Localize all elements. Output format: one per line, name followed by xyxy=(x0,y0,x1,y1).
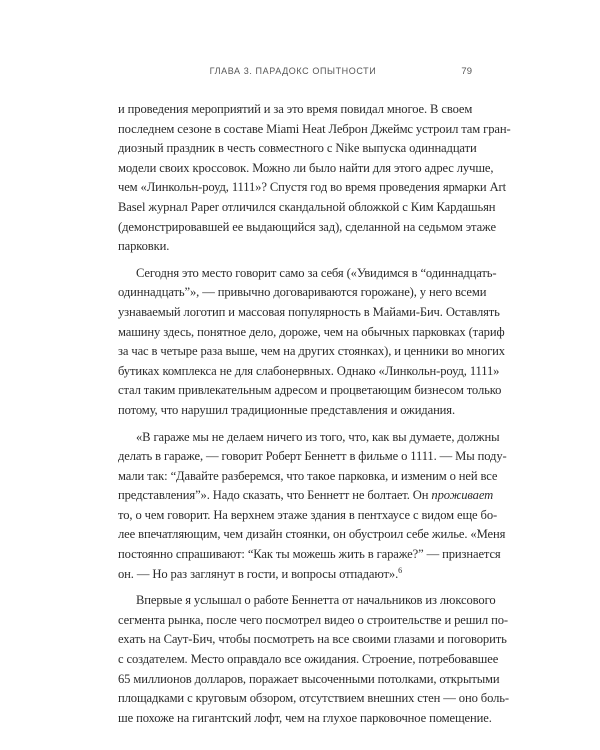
text-line: лее впечатляющим, чем дизайн стоянки, он обустроил себе жилье. «Меня xyxy=(118,527,506,542)
text-line xyxy=(118,486,494,506)
text-line: делать в гараже, — говорит Роберт Беннетт в фильме о 1111. — Мы поду- xyxy=(118,449,507,464)
text-segment: представления”». Надо сказать, что Беннетт не болтает. Он xyxy=(118,488,429,503)
text-line: «В гараже мы не делаем ничего из того, что, как вы думаете, должны xyxy=(136,429,500,444)
text-line xyxy=(118,565,472,585)
text-line: то, о чем говорит. На верхнем этаже здания в пентхаусе с видом еще бо- xyxy=(118,507,498,522)
text-line: Впервые я услышал о работе Беннетта от начальников из люксового xyxy=(136,593,496,608)
italic-word: проживает xyxy=(431,488,494,503)
text-line: мали так: “Давайте разберемся, что такое парковка, и изменим о ней все xyxy=(118,468,498,483)
text-line: стал таким привлекательным адресом и процветающим бизнесом только xyxy=(118,383,502,398)
text-segment: он. — Но раз заглянут в гости, и вопросы отпадают». xyxy=(118,566,399,581)
text-line: и проведения мероприятий и за это время повидал многое. В своем xyxy=(118,102,473,116)
text-line: диозный праздник в честь совместного с Nike выпуска одиннадцати xyxy=(118,141,477,156)
text-line: сегмента рынка, после чего посмотрел видео о строительстве и решил по- xyxy=(118,612,508,627)
text-line: машину здесь, понятное дело, дороже, чем на обычных парковках (тариф xyxy=(118,324,505,339)
page-number: 79 xyxy=(461,66,472,77)
text-line: узнаваемый логотип и массовая популярность в Майами-Бич. Оставлять xyxy=(118,304,500,319)
paragraph-4 xyxy=(118,591,509,728)
text-line: площадками с круговым обзором, отсутствием внешних стен — оно боль- xyxy=(118,691,509,706)
body-text xyxy=(118,100,511,735)
text-line: модели своих кроссовок. Можно ли было найти для этого адрес лучше, xyxy=(118,160,494,175)
text-line: парковки. xyxy=(118,239,170,254)
text-line: Basel журнал Paper отличился скандальной обложкой с Ким Кардашьян xyxy=(118,199,496,214)
paragraph-2 xyxy=(118,264,505,421)
paragraph-1 xyxy=(118,100,511,257)
text-line: с создателем. Место оправдало все ожидания. Строение, потребовавшее xyxy=(118,652,499,667)
paragraph-3 xyxy=(118,428,507,585)
text-line: 65 миллионов долларов, поражает высоченными потолками, открытыми xyxy=(118,671,500,686)
text-line: ше похоже на гигантский лофт, чем на глухое парковочное помещение. xyxy=(118,710,492,725)
running-head: ГЛАВА 3. ПАРАДОКС ОПЫТНОСТИ xyxy=(209,66,377,76)
text-line: за час в четыре раза выше, чем на других стоянках), и ценники во многих xyxy=(118,344,505,359)
text-line: чем «Линкольн-роуд, 1111»? Спустя год во время проведения ярмарки Art xyxy=(118,180,506,195)
text-line: потому, что нарушил традиционные представления и ожидания. xyxy=(118,402,456,417)
text-line: постоянно спрашивают: “Как ты можешь жить в гараже?” — признается xyxy=(118,547,501,562)
text-line: ехать на Саут-Бич, чтобы посмотреть на все своими глазами и поговорить xyxy=(118,632,507,647)
text-line: (демонстрировавшей ее выдающийся зад), сделанной на седьмом этаже xyxy=(118,219,496,234)
text-line: последнем сезоне в составе Miami Heat Леброн Джеймс устроил там гран- xyxy=(118,121,511,136)
footnote-marker: 6 xyxy=(398,565,402,575)
text-line: одиннадцать”», — привычно договариваются горожане), у него всеми xyxy=(118,285,487,300)
text-line: Сегодня это место говорит само за себя («Увидимся в “одиннадцать- xyxy=(136,265,497,280)
text-line: бутиках комплекса не для слабонервных. Однако «Линкольн-роуд, 1111» xyxy=(118,363,500,378)
